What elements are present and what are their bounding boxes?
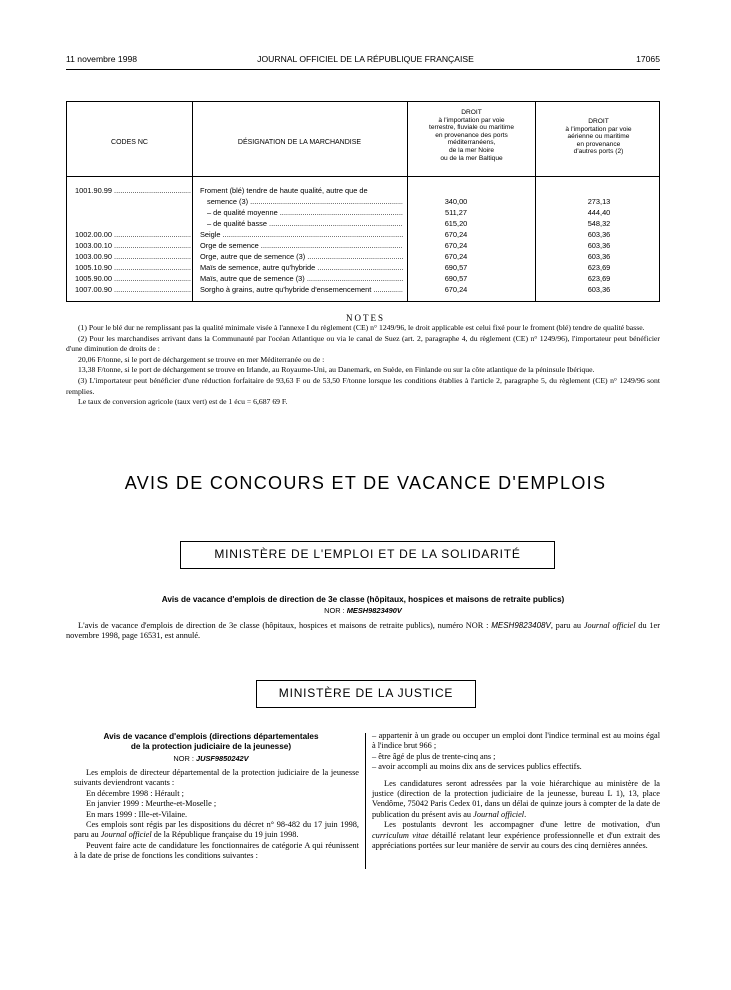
section2-title-line1: Avis de vacance d'emplois (directions départementales: [103, 732, 319, 741]
header-page-number: 17065: [636, 54, 660, 64]
th-droit-autres-ports: DROIT à l'importation par voie aérienne ou maritime en provenance d'autres ports (2): [565, 118, 632, 156]
tariff-table: [66, 101, 660, 302]
table-header-rule: [67, 176, 659, 177]
ministry-box-emploi: MINISTÈRE DE L'EMPLOI ET DE LA SOLIDARITÉ: [180, 541, 555, 569]
section2-nor: NOR : JUSF9850242V: [173, 754, 249, 763]
table-row: – de qualité basse ..... 615,20 548,32: [67, 218, 659, 229]
note-3: (3) L'importateur peut bénéficier d'une réduction forfaitaire de 93,63 F ou de 53,50 F/tonne lorsque les conditions établies à l'article 2, paragraphe 5, du règlement (CE) n° 1249/96 sont remplies.: [66, 375, 660, 396]
table-row: 1005.90.00 ..... Maïs, autre que de semence (3) ..... 690,57 623,69: [67, 273, 659, 284]
section2-left-column: Les emplois de directeur départemental de la protection judiciaire de la jeunesse suivants deviendront vacants : En décembre 1998 : Hérault ; En janvier 1999 : Meurthe-et-Moselle ; En mars 1999 : Ille-et-Vilaine. Ces emplois sont régis par les dispositions du décret n° 98-482 du 17 juin 1998, paru au Journal officiel de la République française du 19 juin 1998. Peuvent faire acte de candidature les fonctionnaires de catégorie A qui réunissent à la date de prise de fonctions les conditions suivantes :: [74, 768, 359, 861]
table-row: semence (3) ..... 340,00 273,13: [67, 196, 659, 207]
section2-right-column: – appartenir à un grade ou occuper un emploi dont l'indice terminal est au moins égal à l'indice brut 966 ; – être âgé de plus de trente-cinq ans ; – avoir accompli au moins dix ans de services publics effectifs. Les candidatures seront adressées par la voie hiérarchique au ministère de la justice (direction de la protection judiciaire de la jeunesse, bureau L 1), 13, place Vendôme, 75042 Paris Cedex 01, dans un délai de quinze jours à compter de la date de publication du présent avis au Journal officiel. Les postulants devront les accompagner d'une lettre de motivation, d'un curriculum vitae détaillé relatant leur expérience professionnelle et d'un extrait des appréciations portées sur leur manière de servir au cours des cinq dernières années.: [372, 731, 661, 851]
headline: AVIS DE CONCOURS ET DE VACANCE D'EMPLOIS: [124, 473, 607, 493]
header-rule: [66, 69, 660, 70]
header-date: 11 novembre 1998: [66, 54, 138, 64]
section1-title: Avis de vacance d'emplois de direction de 3e classe (hôpitaux, hospices et maisons de retraite publics): [161, 595, 565, 604]
table-row: 1003.00.90 ..... Orge, autre que de semence (3) ..... 670,24 603,36: [67, 251, 659, 262]
note-conversion: Le taux de conversion agricole (taux vert) est de 1 écu = 6,687 69 F.: [78, 397, 288, 407]
section1-nor: NOR : MESH9823490V: [324, 606, 402, 615]
th-droit-mediterranee: DROIT à l'importation par voie terrestre, fluviale ou maritime en provenance des ports méditerranéens, de la mer Noire ou de la mer Baltique: [428, 109, 514, 162]
th-designation: DÉSIGNATION DE LA MARCHANDISE: [237, 139, 362, 146]
note-2b: 13,38 F/tonne, si le port de déchargement se trouve en Irlande, au Royaume-Uni, au Danemark, en Suède, en Finlande ou sur la côte atlantique de la péninsule Ibérique.: [78, 365, 595, 375]
table-row: 1001.90.99 ..... Froment (blé) tendre de haute qualité, autre que de: [67, 185, 659, 196]
notes-title: NOTES: [346, 313, 385, 323]
table-row: – de qualité moyenne ..... 511,27 444,40: [67, 207, 659, 218]
note-1: (1) Pour le blé dur ne remplissant pas la qualité minimale visée à l'annexe I du règlement (CE) n° 1249/96, le droit applicable est celui fixé pour le froment (blé) tendre de qualité basse.: [78, 323, 645, 332]
table-row: 1005.10.90 ..... Maïs de semence, autre qu'hybride ..... 690,57 623,69: [67, 262, 659, 273]
table-row: 1002.00.00 ..... Seigle ..... 670,24 603,36: [67, 229, 659, 240]
note-2: (2) Pour les marchandises arrivant dans la Communauté par l'océan Atlantique ou via le canal de Suez (art. 2, paragraphe 4, du règlement (CE) n° 1249/96), l'importateur peut bénéficier d'une diminution de droits de :: [66, 333, 660, 354]
section1-text: L'avis de vacance d'emplois de direction de 3e classe (hôpitaux, hospices et maisons de retraite publics), numéro NOR : MESH9823408V, paru au Journal officiel du 1er novembre 1998, page 16531, est annulé.: [66, 621, 660, 641]
header-journal: JOURNAL OFFICIEL DE LA RÉPUBLIQUE FRANÇAISE: [257, 54, 474, 64]
column-divider: [365, 733, 366, 869]
section2-title-line2: de la protection judiciaire de la jeunesse): [130, 742, 292, 751]
notes-section: [66, 323, 660, 408]
table-row: 1003.00.10 ..... Orge de semence ..... 670,24 603,36: [67, 240, 659, 251]
note-2a: 20,06 F/tonne, si le port de déchargement se trouve en mer Méditerranée ou de :: [78, 354, 325, 364]
ministry-box-justice: MINISTÈRE DE LA JUSTICE: [256, 680, 476, 708]
table-row: 1007.00.90 ..... Sorgho à grains, autre qu'hybride d'ensemencement ..... 670,24 603,36: [67, 284, 659, 295]
th-codes: CODES NC: [111, 139, 148, 146]
